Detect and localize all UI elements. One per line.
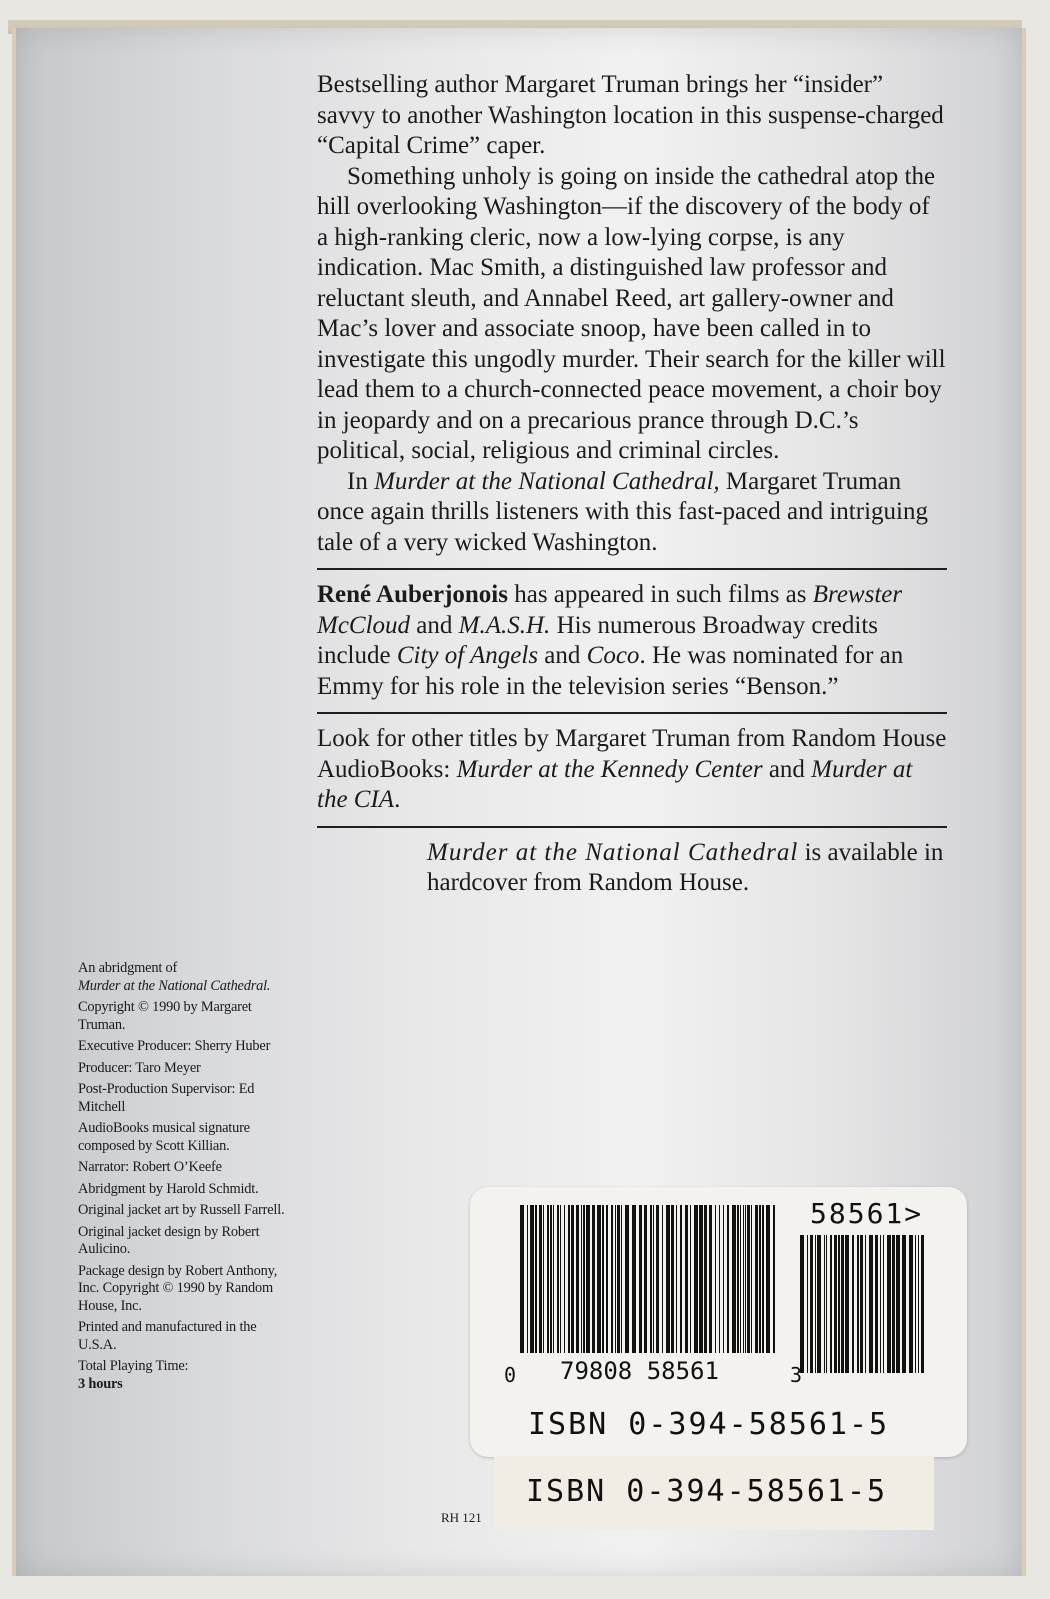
barcode-bar: [857, 1235, 859, 1373]
barcode-bar: [826, 1235, 827, 1373]
barcode-bar: [715, 1205, 716, 1353]
barcode-bar: [581, 1205, 582, 1353]
p3-text-pre: In: [347, 467, 375, 495]
credit-jacket-design: Original jacket design by Robert Aulicino.: [78, 1223, 260, 1257]
credit-musical-signature: AudioBooks musical signature composed by Scott Killian.: [78, 1120, 250, 1154]
barcode-bar: [676, 1205, 677, 1353]
barcode-bar: [845, 1235, 849, 1373]
barcode-bar: [547, 1205, 549, 1353]
main-barcode: [520, 1205, 780, 1373]
barcode-bar: [918, 1235, 919, 1373]
barcode-bar: [838, 1235, 840, 1373]
barcode-bar: [694, 1205, 698, 1353]
description-paragraph-2: Something unholy is going on inside the cathedral atop the hill overlooking Washington—if the discovery of the body of a high-ranking cleric, now a low-lying corpse, is any indication. Mac Smith, a distinguished law professor and reluctant sleuth, and Annabel Reed, art gallery-owner and Mac’s lover and associate snoop, have been called in to investigate this ungodly murder. Their search for the killer will lead them to a church-connected peace movement, a choir boy in jeopardy and on a precarious prance through D.C.’s political, social, religious and criminal circles.: [317, 162, 946, 464]
p3-book-title: Murder at the National Cathedral,: [374, 467, 720, 495]
barcode-bar: [815, 1235, 816, 1373]
barcode-bar: [680, 1205, 682, 1353]
barcode-bar: [880, 1235, 881, 1373]
bio-text-4: and: [538, 642, 587, 669]
barcode-bar: [602, 1205, 604, 1353]
barcode-bar: [743, 1205, 744, 1353]
bio-text-2: and: [410, 611, 459, 639]
bio-show-2: Coco: [586, 642, 640, 669]
barcode-bar: [564, 1205, 565, 1353]
credit-narrator: Narrator: Robert O’Keefe: [78, 1159, 222, 1175]
barcode-bar: [841, 1235, 844, 1373]
barcode-bar: [690, 1205, 691, 1353]
others-text-2: and: [762, 755, 812, 783]
narrator-bio: [317, 580, 947, 702]
bio-text-3: His numerous Broadway credits include: [317, 611, 879, 669]
barcode-bar: [543, 1205, 544, 1353]
barcode-bar: [834, 1235, 837, 1373]
barcode-bar: [597, 1205, 601, 1353]
barcode-bar: [617, 1205, 620, 1353]
barcode-bar: [662, 1205, 663, 1353]
barcode-bar: [719, 1205, 720, 1353]
barcode-bar: [766, 1205, 770, 1353]
barcode-bar: [592, 1205, 595, 1353]
barcode-bar: [745, 1205, 746, 1353]
barcode-bar: [762, 1205, 764, 1353]
credit-jacket-art: Original jacket art by Russell Farrell.: [78, 1202, 285, 1218]
barcode-left-digit: 0: [504, 1363, 517, 1387]
addon-barcode: [800, 1235, 930, 1373]
barcode-bar: [632, 1205, 636, 1353]
bio-film-1: Brewster McCloud: [317, 581, 903, 639]
barcode-bar: [520, 1205, 524, 1353]
barcode-bar: [568, 1205, 570, 1353]
credit-abridgment-pre: An abridgment of: [78, 960, 178, 976]
playing-time-label: Total Playing Time:: [78, 1358, 189, 1374]
credit-post-production: Post-Production Supervisor: Ed Mitchell: [78, 1081, 255, 1115]
barcode-bar: [824, 1235, 825, 1373]
barcode-isbn: ISBN 0-394-58561-5: [528, 1407, 890, 1442]
barcode-bar: [865, 1235, 866, 1373]
bio-film-2: M.A.S.H.: [458, 611, 551, 639]
barcode-bar: [557, 1205, 559, 1353]
playing-time-value: 3 hours: [78, 1375, 123, 1392]
barcode-bar: [852, 1235, 854, 1373]
barcode-bar: [723, 1205, 724, 1353]
barcode-bar: [773, 1205, 775, 1353]
barcode-bar: [606, 1205, 608, 1353]
barcode-bar: [553, 1205, 554, 1353]
p3-text-post: Margaret Truman once again thrills listeners with this fast-paced and intriguing tale of a very wicked Washington.: [317, 467, 928, 556]
barcode-bar: [896, 1235, 900, 1373]
addon-digits: 58561>: [810, 1197, 924, 1230]
main-text-column: [317, 70, 947, 899]
barcode-bar: [583, 1205, 585, 1353]
barcode-bar: [639, 1205, 642, 1353]
credit-package-design: Package design by Robert Anthony, Inc. Copyright © 1990 by Random House, Inc.: [78, 1262, 278, 1314]
barcode-bar: [560, 1205, 561, 1353]
barcode-bar: [747, 1205, 750, 1353]
credit-printed: Printed and manufactured in the U.S.A.: [78, 1319, 257, 1353]
barcode-bar: [704, 1205, 707, 1353]
barcode-bar: [902, 1235, 906, 1373]
availability-note: [317, 838, 947, 899]
barcode-bar: [625, 1205, 629, 1353]
description-paragraph-3: [317, 467, 947, 559]
divider-rule: [317, 568, 947, 570]
barcode-bar: [527, 1205, 528, 1353]
description-paragraph-1: Bestselling author Margaret Truman brings her “insider” savvy to another Washington location in this suspense-charged “Capital Crime” caper.: [317, 71, 944, 159]
catalog-code: RH 121: [441, 1510, 482, 1525]
barcode-bar: [860, 1235, 863, 1373]
barcode-bar: [576, 1205, 579, 1353]
other-titles-text: [317, 724, 947, 816]
barcode-bar: [830, 1235, 832, 1373]
production-credits: [78, 960, 293, 1397]
bio-text-5: . He was nominated for an Emmy for his role in the television series “Benson.”: [317, 642, 904, 700]
credit-abridgment-title: Murder at the National Cathedral.: [78, 977, 271, 994]
availability-title: Murder at the National Cathedral: [427, 838, 799, 866]
barcode-bar: [656, 1205, 659, 1353]
barcode-bar: [915, 1235, 916, 1373]
barcode-bar: [586, 1205, 590, 1353]
credit-abridgment-by: Abridgment by Harold Schmidt.: [78, 1180, 259, 1197]
barcode-bar: [892, 1235, 895, 1373]
barcode-bar: [727, 1205, 729, 1353]
others-title-2: Murder at the CIA: [317, 755, 913, 813]
others-text-1: Look for other titles by Margaret Truman from Random House AudioBooks:: [317, 725, 947, 783]
barcode-bar: [671, 1205, 674, 1353]
narrator-name: René Auberjonois: [317, 581, 508, 608]
barcode-bar: [921, 1235, 924, 1373]
isbn-sticker: [494, 1456, 934, 1530]
barcode-bar: [621, 1205, 622, 1353]
barcode-bar: [807, 1235, 808, 1373]
divider-rule: [317, 826, 947, 828]
barcode-bar: [759, 1205, 761, 1353]
barcode-bar: [644, 1205, 647, 1353]
barcode-bar: [653, 1205, 654, 1353]
barcode-bar: [740, 1205, 741, 1353]
barcode-bar: [550, 1205, 552, 1353]
barcode-bar: [535, 1205, 537, 1353]
barcode-bar: [800, 1235, 804, 1373]
barcode-bar: [615, 1205, 616, 1353]
barcode-bar: [539, 1205, 542, 1353]
others-text-3: .: [394, 786, 401, 813]
barcode-label: [470, 1187, 967, 1457]
barcode-bar: [611, 1205, 613, 1353]
other-titles: [317, 724, 947, 816]
barcode-bar: [709, 1205, 712, 1353]
barcode-digits: 79808 58561: [560, 1357, 719, 1385]
barcode-bar: [810, 1235, 813, 1373]
bio-show-1: City of Angels: [396, 642, 539, 669]
barcode-bar: [666, 1205, 670, 1353]
credit-copyright: Copyright © 1990 by Margaret Truman.: [78, 999, 252, 1033]
barcode-bar: [755, 1205, 758, 1353]
narrator-bio-text: [317, 580, 947, 702]
credit-playing-time: [78, 1358, 293, 1393]
availability-text: is available in hardcover from Random House.: [427, 838, 944, 896]
barcode-bar: [685, 1205, 688, 1353]
barcode-right-digit: 3: [790, 1363, 803, 1387]
barcode-bar: [909, 1235, 913, 1373]
divider-rule: [317, 712, 947, 714]
barcode-bar: [530, 1205, 534, 1353]
barcode-bar: [817, 1235, 821, 1373]
barcode-bar: [699, 1205, 703, 1353]
barcode-bar: [571, 1205, 574, 1353]
barcode-bar: [732, 1205, 736, 1353]
credit-producer: Producer: Taro Meyer: [78, 1059, 201, 1076]
credit-abridgment: [78, 960, 293, 995]
isbn-sticker-text: ISBN 0-394-58561-5: [526, 1474, 888, 1509]
barcode-bar: [887, 1235, 891, 1373]
barcode-bar: [875, 1235, 878, 1373]
others-title-1: Murder at the Kennedy Center: [456, 755, 763, 783]
barcode-bar: [751, 1205, 752, 1353]
barcode-bar: [737, 1205, 739, 1353]
bio-text-1: has appeared in such films as: [507, 581, 813, 608]
barcode-bar: [869, 1235, 873, 1373]
barcode-bar: [650, 1205, 652, 1353]
barcode-bar: [883, 1235, 884, 1373]
credit-executive-producer: Executive Producer: Sherry Huber: [78, 1038, 271, 1054]
